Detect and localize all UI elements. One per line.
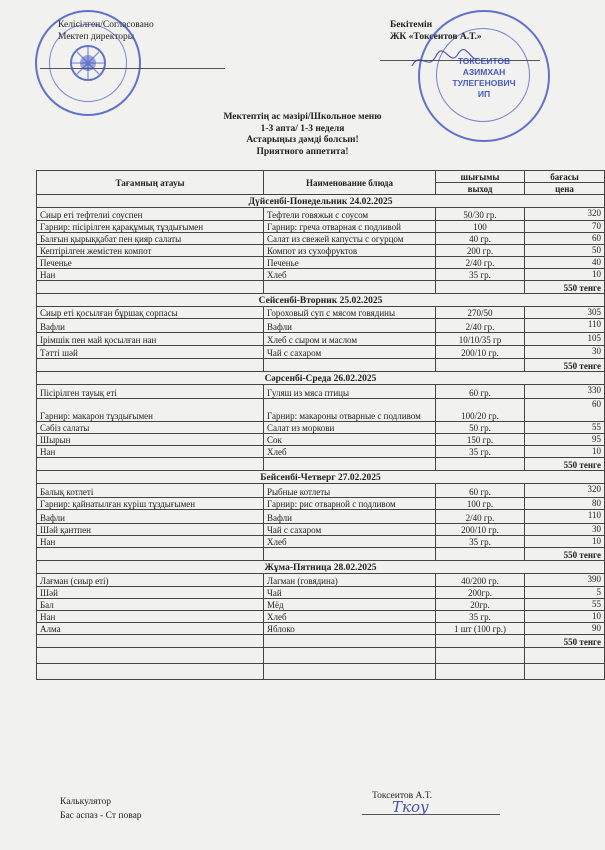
empty-cell <box>264 635 436 648</box>
menu-item-row <box>37 208 605 221</box>
menu-title-week: 1-3 апта/ 1-3 неделя <box>260 123 345 134</box>
day-total: 550 тенге <box>525 281 605 294</box>
dish-name-ru: Чай с сахаром <box>264 524 436 536</box>
table-header-row <box>37 171 605 183</box>
day-total-row <box>37 635 605 648</box>
empty-cell <box>264 548 436 561</box>
menu-item-row <box>37 257 605 269</box>
menu-item-row <box>37 510 605 524</box>
dish-output: 100 гр. <box>436 498 525 510</box>
menu-table <box>36 170 605 680</box>
dish-output: 100/20 гр. <box>436 399 525 422</box>
dish-output: 35 гр. <box>436 536 525 548</box>
menu-item-row <box>37 385 605 399</box>
menu-title-line1: Мектептің ас мәзірі/Школьное меню <box>223 112 382 122</box>
menu-item-row <box>37 221 605 233</box>
emblem-icon <box>68 43 108 83</box>
dish-output: 150 гр. <box>436 434 525 446</box>
dish-name-ru: Тефтели говяжьи с соусом <box>264 208 436 221</box>
approval-label: Келісілген/Согласовано <box>58 20 154 30</box>
dish-output: 50/30 гр. <box>436 208 525 221</box>
dish-price: 330 <box>525 385 605 399</box>
empty-cell <box>37 281 264 294</box>
dish-name-kz: Пісірілген тауық еті <box>37 385 264 399</box>
dish-output: 2/40 гр. <box>436 257 525 269</box>
dish-price: 320 <box>525 484 605 498</box>
dish-name-ru: Лагман (говядина) <box>264 574 436 587</box>
dish-name-kz: Вафли <box>37 319 264 333</box>
day-title: Бейсенбі-Четверг 27.02.2025 <box>37 471 605 484</box>
dish-price: 110 <box>525 510 605 524</box>
menu-item-row <box>37 333 605 346</box>
menu-item-row <box>37 269 605 281</box>
day-total-row <box>37 281 605 294</box>
dish-output: 40/200 гр. <box>436 574 525 587</box>
column-header-kz: Тағамның атауы <box>37 171 264 195</box>
footer-left <box>60 796 142 822</box>
ip-seal-type: ИП <box>477 89 491 99</box>
day-total: 550 тенге <box>525 635 605 648</box>
day-header-row <box>37 561 605 574</box>
dish-name-kz: Сиыр еті тефтелиі соуспен <box>37 208 264 221</box>
footer-signature-line <box>362 814 500 815</box>
dish-name-ru: Компот из сухофруктов <box>264 245 436 257</box>
dish-name-ru: Гарнир: рис отварной с подливом <box>264 498 436 510</box>
dish-name-kz: Кептірілген жемістен компот <box>37 245 264 257</box>
dish-output: 2/40 гр. <box>436 319 525 333</box>
school-seal-stamp <box>35 10 141 116</box>
menu-item-row <box>37 319 605 333</box>
menu-item-row <box>37 245 605 257</box>
column-header-price-kz: бағасы <box>525 171 605 183</box>
dish-name-ru: Чай с сахаром <box>264 346 436 359</box>
dish-price: 80 <box>525 498 605 510</box>
empty-cell <box>436 548 525 561</box>
dish-name-ru: Салат из моркови <box>264 422 436 434</box>
school-director-label: Мектеп директоры <box>58 32 135 42</box>
day-header-row <box>37 471 605 484</box>
dish-price: 105 <box>525 333 605 346</box>
menu-item-row <box>37 446 605 458</box>
dish-output: 10/10/35 гр <box>436 333 525 346</box>
empty-cell <box>436 664 525 680</box>
day-total: 550 тенге <box>525 359 605 372</box>
dish-name-kz: Шәй <box>37 587 264 599</box>
dish-price: 305 <box>525 307 605 319</box>
empty-cell <box>37 359 264 372</box>
menu-item-row <box>37 599 605 611</box>
footer-signature: Ткоу <box>392 798 429 816</box>
dish-name-kz: Шәй қантпен <box>37 524 264 536</box>
footer-right-name: Токсеитов А.Т. <box>372 791 432 801</box>
menu-item-row <box>37 346 605 359</box>
dish-name-ru: Хлеб <box>264 446 436 458</box>
empty-cell <box>264 458 436 471</box>
dish-price: 30 <box>525 524 605 536</box>
day-title: Сәрсенбі-Среда 26.02.2025 <box>37 372 605 385</box>
menu-item-row <box>37 524 605 536</box>
day-total: 550 тенге <box>525 548 605 561</box>
day-header-row <box>37 372 605 385</box>
dish-output: 200/10 гр. <box>436 346 525 359</box>
dish-output: 2/40 гр. <box>436 510 525 524</box>
calculator-label: Калькулятор <box>60 797 112 807</box>
dish-name-ru: Вафли <box>264 319 436 333</box>
dish-price: 95 <box>525 434 605 446</box>
dish-price: 10 <box>525 269 605 281</box>
dish-price: 10 <box>525 611 605 623</box>
empty-cell <box>37 548 264 561</box>
menu-item-row <box>37 536 605 548</box>
dish-name-ru: Чай <box>264 587 436 599</box>
dish-name-kz: Гарнир: макарон тұздығымен <box>37 399 264 422</box>
dish-name-ru: Мёд <box>264 599 436 611</box>
dish-name-ru: Вафли <box>264 510 436 524</box>
column-header-price-ru: цена <box>525 183 605 195</box>
menu-title-wish-kz: Астарыңыз дәмді болсын! <box>246 135 359 145</box>
dish-price: 5 <box>525 587 605 599</box>
menu-item-row <box>37 422 605 434</box>
day-total-row <box>37 458 605 471</box>
day-total-row <box>37 359 605 372</box>
dish-name-ru: Гарнир: макароны отварные с подливом <box>264 399 436 422</box>
menu-title-wish-ru: Приятного аппетита! <box>256 146 349 157</box>
dish-price: 55 <box>525 422 605 434</box>
dish-name-kz: Ірімшік пен май қосылған нан <box>37 333 264 346</box>
dish-price: 55 <box>525 599 605 611</box>
column-header-out-ru: выход <box>436 183 525 195</box>
dish-output: 35 гр. <box>436 446 525 458</box>
confirm-label: Бекітемін <box>390 20 433 30</box>
menu-item-row <box>37 498 605 510</box>
dish-price: 320 <box>525 208 605 221</box>
empty-row <box>37 648 605 664</box>
dish-name-ru: Гарнир: греча отварная с подливой <box>264 221 436 233</box>
day-total-row <box>37 548 605 561</box>
dish-name-kz: Нан <box>37 536 264 548</box>
column-header-out-kz: шығымы <box>436 171 525 183</box>
dish-name-ru: Хлеб <box>264 611 436 623</box>
menu-item-row <box>37 574 605 587</box>
empty-cell <box>436 648 525 664</box>
dish-output: 1 шт (100 гр.) <box>436 623 525 635</box>
dish-output: 200/10 гр. <box>436 524 525 536</box>
dish-name-kz: Сәбіз салаты <box>37 422 264 434</box>
day-total: 550 тенге <box>525 458 605 471</box>
empty-cell <box>37 648 264 664</box>
empty-cell <box>436 635 525 648</box>
empty-cell <box>37 664 264 680</box>
dish-name-kz: Гарнир: қайнатылған күріш тұздығымен <box>37 498 264 510</box>
director-signature <box>410 48 480 73</box>
empty-cell <box>525 648 605 664</box>
dish-name-kz: Шырын <box>37 434 264 446</box>
empty-row <box>37 664 605 680</box>
menu-table-body <box>37 171 605 680</box>
dish-name-kz: Балық котлеті <box>37 484 264 498</box>
empty-cell <box>436 281 525 294</box>
day-title: Сейсенбі-Вторник 25.02.2025 <box>37 294 605 307</box>
menu-item-row <box>37 623 605 635</box>
ip-seal-patronymic: ТУЛЕГЕНОВИЧ <box>452 78 516 88</box>
dish-name-ru: Гуляш из мяса птицы <box>264 385 436 399</box>
dish-name-kz: Бал <box>37 599 264 611</box>
day-header-row <box>37 195 605 208</box>
menu-item-row <box>37 611 605 623</box>
dish-name-ru: Гороховый суп с мясом говядины <box>264 307 436 319</box>
dish-name-kz: Вафли <box>37 510 264 524</box>
day-header-row <box>37 294 605 307</box>
dish-price: 30 <box>525 346 605 359</box>
dish-output: 100 <box>436 221 525 233</box>
dish-price: 390 <box>525 574 605 587</box>
empty-cell <box>264 359 436 372</box>
empty-cell <box>264 664 436 680</box>
menu-title <box>0 112 605 158</box>
dish-name-kz: Тәтті шәй <box>37 346 264 359</box>
dish-name-kz: Алма <box>37 623 264 635</box>
menu-item-row <box>37 434 605 446</box>
head-cook-label: Бас аспаз - Ст повар <box>60 811 142 821</box>
dish-output: 20гр. <box>436 599 525 611</box>
dish-output: 60 гр. <box>436 484 525 498</box>
dish-price: 10 <box>525 446 605 458</box>
dish-price: 60 <box>525 399 605 422</box>
empty-cell <box>37 458 264 471</box>
menu-item-row <box>37 484 605 498</box>
empty-cell <box>525 664 605 680</box>
dish-name-ru: Рыбные котлеты <box>264 484 436 498</box>
dish-price: 90 <box>525 623 605 635</box>
dish-name-ru: Печенье <box>264 257 436 269</box>
dish-name-ru: Сок <box>264 434 436 446</box>
menu-item-row <box>37 587 605 599</box>
day-title: Дүйсенбі-Понедельник 24.02.2025 <box>37 195 605 208</box>
company-name: ЖК «Токсеитов А.Т.» <box>390 32 482 42</box>
dish-output: 35 гр. <box>436 611 525 623</box>
menu-item-row <box>37 233 605 245</box>
dish-name-kz: Гарнир: пісірілген қарақұмық тұздығымен <box>37 221 264 233</box>
dish-name-ru: Хлеб с сыром и маслом <box>264 333 436 346</box>
empty-cell <box>264 648 436 664</box>
dish-name-kz: Печенье <box>37 257 264 269</box>
dish-output: 200 гр. <box>436 245 525 257</box>
dish-name-kz: Нан <box>37 611 264 623</box>
dish-price: 10 <box>525 536 605 548</box>
dish-price: 50 <box>525 245 605 257</box>
dish-name-ru: Хлеб <box>264 269 436 281</box>
ip-seal-surname: ТОКСЕИТОВ <box>457 56 511 66</box>
dish-output: 40 гр. <box>436 233 525 245</box>
dish-name-kz: Нан <box>37 446 264 458</box>
dish-name-ru: Салат из свежей капусты с огурцом <box>264 233 436 245</box>
dish-price: 70 <box>525 221 605 233</box>
dish-price: 110 <box>525 319 605 333</box>
dish-output: 35 гр. <box>436 269 525 281</box>
dish-name-kz: Сиыр еті қосылған бұршақ сорпасы <box>37 307 264 319</box>
empty-cell <box>37 635 264 648</box>
dish-name-kz: Лағман (сиыр еті) <box>37 574 264 587</box>
dish-name-ru: Яблоко <box>264 623 436 635</box>
dish-price: 60 <box>525 233 605 245</box>
dish-output: 200гр. <box>436 587 525 599</box>
menu-item-row <box>37 307 605 319</box>
dish-output: 50 гр. <box>436 422 525 434</box>
column-header-ru: Наименование блюда <box>264 171 436 195</box>
empty-cell <box>264 281 436 294</box>
menu-item-row <box>37 399 605 422</box>
empty-cell <box>436 458 525 471</box>
ip-seal-name: АЗИМХАН <box>462 67 506 77</box>
empty-cell <box>436 359 525 372</box>
dish-price: 40 <box>525 257 605 269</box>
dish-name-kz: Нан <box>37 269 264 281</box>
dish-name-kz: Балғын қырыққабат пен қияр салаты <box>37 233 264 245</box>
day-title: Жұма-Пятница 28.02.2025 <box>37 561 605 574</box>
dish-output: 270/50 <box>436 307 525 319</box>
dish-output: 60 гр. <box>436 385 525 399</box>
dish-name-ru: Хлеб <box>264 536 436 548</box>
